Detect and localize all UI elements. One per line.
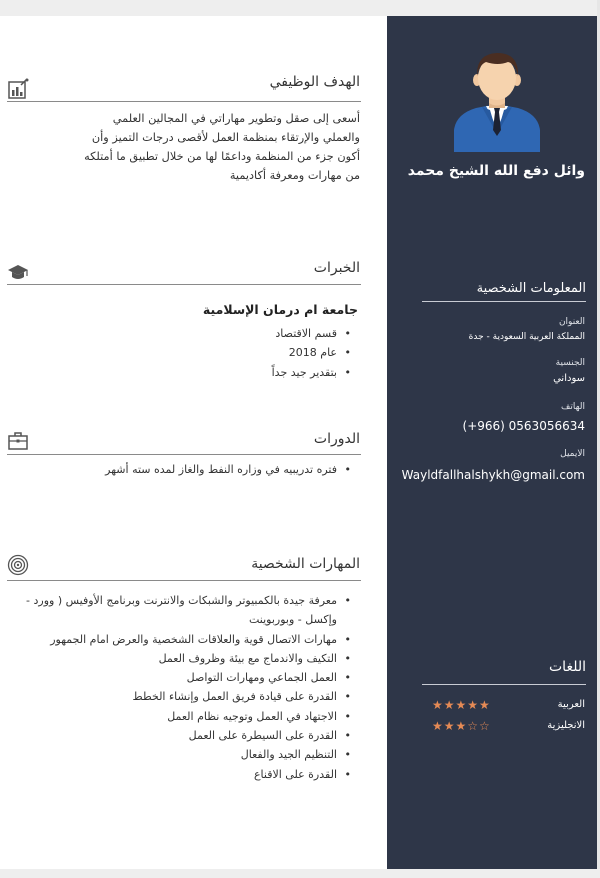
list-item: • القدرة على الاقناع (21, 765, 353, 784)
list-item: • التنظيم الجيد والفعال (21, 745, 353, 764)
list-item: • القدرة على قيادة فريق العمل وإنشاء الخطط (21, 687, 353, 706)
list-item: • عام 2018 (153, 343, 353, 362)
phone-value[interactable]: (+966) 0563056634 (462, 419, 585, 433)
list-item: • فتره تدريبيه في وزاره النفط والغاز لمده سته أشهر (23, 460, 353, 479)
courses-divider (7, 454, 361, 455)
bottom-margin (0, 869, 600, 878)
address-label: العنوان (558, 317, 585, 327)
experience-title: الخبرات (313, 260, 360, 276)
profile-name: وائل دفع الله الشيخ محمد (407, 163, 585, 179)
language-name: الانجليزية (547, 720, 585, 731)
personal-info-divider (422, 301, 586, 302)
objective-line: أسعى إلى صقل وتطوير مهاراتي في المجالين العلمي (112, 112, 360, 125)
address-value: المملكة العربية السعودية - جدة (468, 332, 585, 342)
nationality-label: الجنسية (555, 358, 585, 368)
experience-list (153, 324, 353, 382)
personal-info-title: المعلومات الشخصية (476, 281, 586, 296)
list-item: • بتقدير جيد جداً (153, 363, 353, 382)
email-value[interactable]: Wayldfallhalshykh@gmail.com (401, 468, 585, 482)
experience-divider (7, 284, 361, 285)
briefcase-icon (7, 430, 29, 452)
languages-divider (422, 684, 586, 685)
courses-title: الدورات (313, 431, 360, 447)
phone-label: الهاتف (561, 402, 585, 412)
list-item: • القدرة على السيطرة على العمل (21, 726, 353, 745)
objective-line: من مهارات ومعرفة أكاديمية (229, 169, 360, 182)
university-name: جامعة ام درمان الإسلامية (202, 302, 358, 317)
skills-list (21, 591, 353, 784)
star-rating: ★★★★★ (432, 698, 491, 712)
objective-line: والعملي والإرتقاء بمنظمة العمل لأقصى درجات التميز وأن (91, 131, 360, 144)
nationality-value: سوداني (553, 373, 585, 384)
skills-title: المهارات الشخصية (251, 556, 360, 572)
skills-divider (7, 580, 361, 581)
objective-divider (7, 101, 361, 102)
list-item: • التكيف والاندماج مع بيئة وظروف العمل (21, 649, 353, 668)
graduation-cap-icon (7, 262, 29, 284)
list-item: • معرفة جيدة بالكمبيوتر والشبكات والانترنت وبرنامج الأوفيس ( وورد - وإكسل - وبوربوينت (21, 591, 353, 630)
courses-list (23, 460, 353, 479)
target-icon (7, 554, 29, 576)
language-name: العربية (557, 699, 585, 710)
language-row-arabic (430, 699, 585, 715)
list-item: • العمل الجماعي ومهارات التواصل (21, 668, 353, 687)
list-item: • مهارات الاتصال قوية والعلاقات الشخصية والعرض امام الجمهور (21, 630, 353, 649)
list-item: • الاجتهاد في العمل وتوجيه نظام العمل (21, 707, 353, 726)
avatar (452, 48, 542, 152)
list-item: • قسم الاقتصاد (153, 324, 353, 343)
objective-title: الهدف الوظيفي (269, 74, 360, 90)
top-margin (0, 0, 600, 16)
objective-chart-icon (7, 78, 29, 100)
objective-text (8, 109, 360, 185)
objective-line: أكون جزء من المنظمة وداعمًا لها من خلال تطبيق ما أمتلكه (84, 150, 360, 163)
star-rating: ★★★☆☆ (432, 719, 491, 733)
email-label: الايميل (560, 449, 585, 459)
language-row-english (430, 720, 585, 736)
languages-title: اللغات (549, 659, 586, 675)
